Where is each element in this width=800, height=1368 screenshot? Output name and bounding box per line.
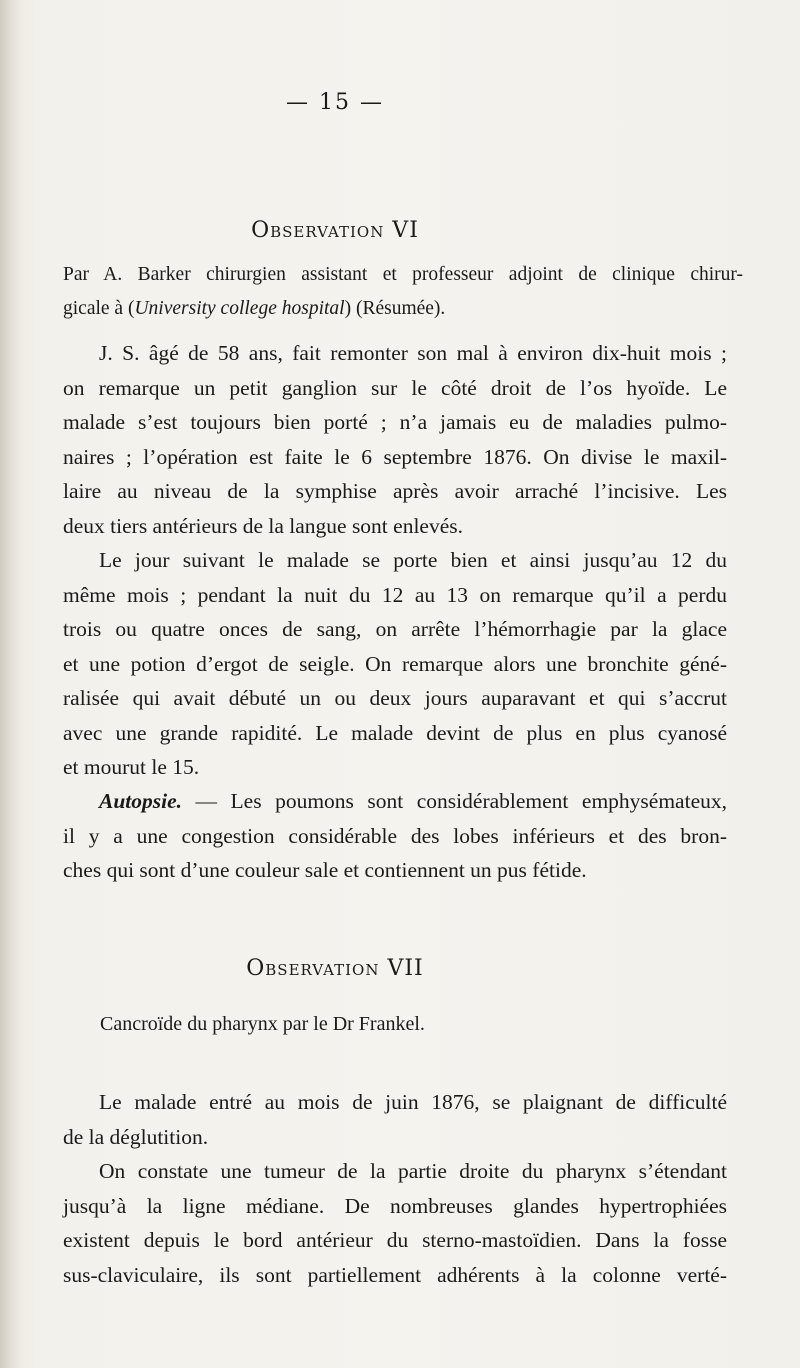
text-line: On constate une tumeur de la partie droite du pharynx s’étendant (99, 1159, 727, 1183)
text-line: deux tiers antérieurs de la langue sont enlevés. (63, 513, 463, 538)
text-line: jusqu’à la ligne médiane. De nombreuses glandes hypertrophiées (63, 1193, 727, 1218)
text-line: ralisée qui avait débuté un ou deux jours auparavant et qui s’accrut (63, 686, 727, 710)
text-line: Le jour suivant le malade se porte bien et ainsi jusqu’au 12 du (99, 548, 727, 572)
text-line: il y a une congestion considérable des lobes inférieurs et des bron- (63, 823, 727, 848)
text-line: de la déglutition. (63, 1124, 209, 1149)
text-line: existent depuis le bord antérieur du sterno-mastoïdien. Dans la fosse (63, 1228, 727, 1252)
autopsy-label: Autopsie. (99, 789, 183, 813)
text-line: et une potion d’ergot de seigle. On remarque alors une bronchite géné- (63, 651, 727, 676)
page-binding-shadow (0, 0, 22, 1368)
observation-7-paragraph-1 (63, 1085, 727, 1154)
text-line: avec une grande rapidité. Le malade devint de plus en plus cyanosé (63, 720, 727, 745)
text-line (63, 784, 727, 819)
text-line: naires ; l’opération est faite le 6 septembre 1876. On divise le maxil- (63, 444, 727, 469)
text-line: on remarque un petit ganglion sur le côté droit de l’os hyoïde. Le (63, 375, 727, 400)
text-line: Le malade entré au mois de juin 1876, se plaignant de difficulté (99, 1090, 727, 1114)
observation-7-subtitle (100, 1007, 700, 1041)
text-line: ches qui sont d’une couleur sale et contiennent un pus fétide. (63, 858, 587, 882)
subtitle-text: gicale à ( (63, 298, 135, 319)
subtitle-text: ) (Résumée). (344, 298, 446, 319)
observation-6-heading: Observation VI (251, 218, 419, 243)
observation-6-paragraph-2 (63, 543, 727, 785)
observation-6-subtitle-line: Par A. Barker chirurgien assistant et professeur adjoint de clinique chirur- (63, 264, 743, 285)
text-line: malade s’est toujours bien porté ; n’a jamais eu de maladies pulmo- (63, 410, 727, 434)
observation-7-subtitle-line: Cancroïde du pharynx par le Dr Frankel. (100, 1013, 425, 1035)
text-line: sus-claviculaire, ils sont partiellement adhérents à la colonne verté- (63, 1262, 727, 1287)
text-line: même mois ; pendant la nuit du 12 au 13 on remarque qu’il a perdu (63, 582, 727, 607)
observation-6-paragraph-1 (63, 336, 727, 543)
text-line: et mourut le 15. (63, 755, 200, 779)
observation-6-autopsy (63, 784, 727, 888)
page-number: — 15 — (286, 90, 384, 115)
observation-7-heading: Observation VII (246, 956, 424, 981)
text-line: J. S. âgé de 58 ans, fait remonter son mal à environ dix-huit mois ; (99, 341, 727, 365)
observation-6-subtitle-line (63, 292, 743, 326)
text-line: laire au niveau de la symphise après avoir arraché l’incisive. Les (63, 479, 727, 503)
autopsy-text: — Les poumons sont considérablement emphysémateux, (182, 789, 727, 813)
text-line: trois ou quatre onces de sang, on arrête l’hémorrhagie par la glace (63, 617, 727, 641)
observation-6-subtitle (63, 258, 743, 326)
hospital-name: University college hospital (134, 298, 345, 319)
observation-7-paragraph-2 (63, 1154, 727, 1292)
